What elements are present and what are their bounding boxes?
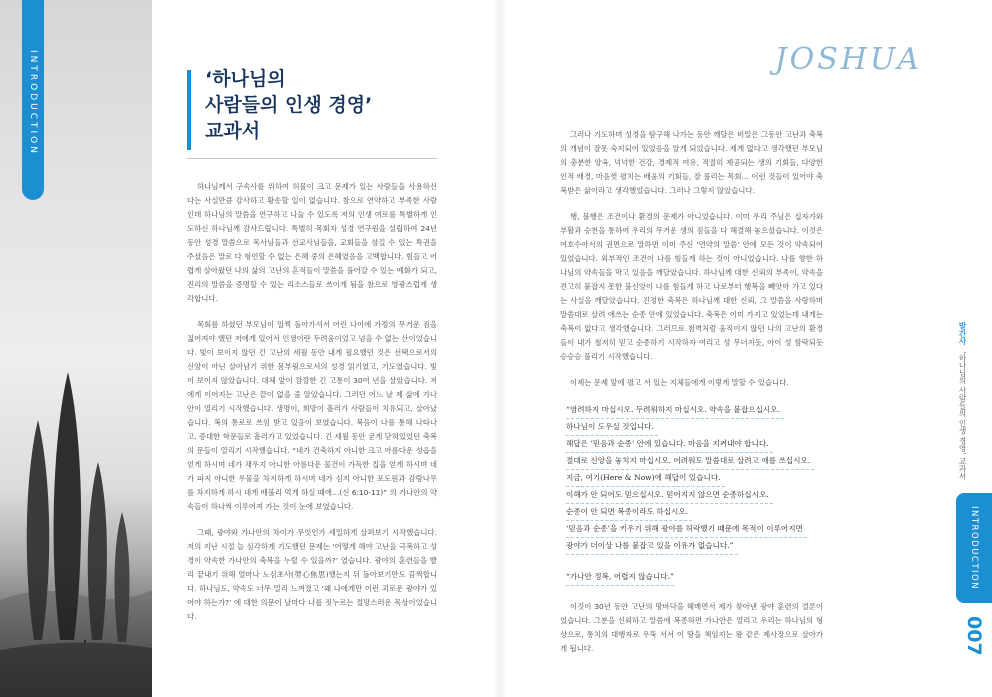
right-paragraph-3: 이제는 문제 앞에 펼고 서 있는 지체들에게 이렇게 말할 수 있습니다. <box>570 378 789 387</box>
page-title <box>205 66 445 144</box>
quote-canaan: “가나안 정복, 어렵지 않습니다.” <box>566 569 674 586</box>
quote-line: 순종이 안 되면 복종이라도 하십시오. <box>566 504 692 521</box>
page-number: 007 <box>963 616 985 656</box>
right-body-text <box>560 128 823 668</box>
section-tab-right-label: INTRODUCTION <box>969 505 979 591</box>
quote-line: 지금, 여기(Here & Now)에 해답이 있습니다. <box>566 470 725 487</box>
quote-line: 해답은 ‘믿음과 순종’ 안에 있습니다. 마음을 지켜내야 합니다. <box>566 436 773 453</box>
running-header-title: ‘하나님의 사람들의 인생 경영’ 교과서 <box>958 351 967 480</box>
script-title-joshua: JOSHUA <box>774 42 922 77</box>
running-header-label: 발간사 <box>958 322 967 345</box>
running-header <box>952 322 972 492</box>
right-paragraph-4: 이것이 30년 동안 고난의 땅바닥을 헤매면서 제가 찾아낸 광야 훈련의 결론이었습니다. 그분을 신뢰하고 말씀에 복종하면 가나안은 열리고 우리는 하나님의 형상으로, 통치의 대행자로 우뚝 서서 이 땅을 책임지는 왕 같은 제사장으로 살아가게 됩니다. <box>560 602 823 653</box>
quote-line: ‘믿음과 순종’을 키우기 위해 광야를 허락했기 때문에 목적이 이루어지면 <box>566 521 807 538</box>
title-accent-bar <box>187 70 191 150</box>
title-line-2: 사람들의 인생 경영’ <box>205 94 373 116</box>
quote-line: 절대로 신앙을 놓치지 마십시오. 어려워도 말씀대로 살려고 애를 쓰십시오. <box>566 453 814 470</box>
right-paragraph-2: 행, 불행은 조건이나 환경의 문제가 아니었습니다. 이미 우리 주님은 십자가와 부활과 승천을 통하여 우리의 무거운 생의 짐들을 다 해결해 놓으셨습니다. 이것은 여호수아서의 권면으로 말하면 이미 주신 ‘언약의 말씀’ 안에 모든 것이 약속되어 있었습니다. 외부적인 조건이 나를 힘들게 하는 것이 아니었습니다. 나를 향한 하나님의 약속들을 막고 있음을 깨달았습니다. 하나님께 대한 신뢰의 부족이, 약속을 견고히 붙잡지 못한 불신앙이 나를 힘들게 하고 나로부터 행복을 빼앗아 가고 있다는 사실을 깨달았습니다. 진정한 축복은 하나님께 대한 신뢰, 그 말씀을 사랑하며 말씀대로 살려 애쓰는 순종 안에 있었습니다. 축복은 이미 가지고 있었는데 내게는 축복이 없다고 생각했습니다. 그러므로 첨벽처럼 움직이지 않던 나의 고난의 환경들이 내가 철저히 믿고 순종하기 시작하자 여리고 성 무너지듯, 아이 성 함락되듯 승승승 풀리기 시작했습니다. <box>560 212 823 361</box>
quote-line: 하나님이 도우실 것입니다. <box>566 419 658 436</box>
quote-line: 광야가 더이상 나를 붙잡고 있을 이유가 없습니다.” <box>566 538 738 555</box>
left-paragraph-3: 그때, 광야와 가나안의 차이가 무엇인가 세밀하게 살펴보기 시작했습니다. 저의 지난 시절 늘 심각하게 기도했던 문제는 ‘어떻게 해야 고난을 극복하고 성경이 약속한 가나안의 축복을 누릴 수 있을까?’ 였습니다. 광야의 훈련들을 빨리 끝내기 위해 얼마나 노심초사(勞心焦思)했는지 뒤 돌아보기만도 끔찍합니다. 하나님도, 약속도 너무 멀리 느껴졌고 ‘왜 나에게만 이런 괴로운 광야가 있어야 하는가?’ 에 대한 의문이 날마다 나를 짓누르는 절망스러운 목상이었습니다. <box>187 528 437 621</box>
right-paragraph-1: 그러나 기도하며 성경을 탐구해 나가는 동안 깨달은 비밀은 그동안 고난과 축복의 개념이 잘못 숙지되어 있었음을 알게 되었습니다. 제게 없다고 생각했던 부모님의 충분한 양육, 넉넉한 건강, 경제적 여유, 적절히 제공되는 생의 기회들, 다양한 인적 배경, 마음껏 펼치는 배움의 기회들, 잘 풀리는 목회… 이런 것들이 있어야 축복받은 삶이라고 생각했었습니다. 그러나 그렇지 않았습니다. <box>560 130 823 195</box>
quote-block <box>566 402 818 555</box>
left-paragraph-2: 목회를 하셨던 부모님이 일찍 돌아가셔서 어린 나이에 가정의 무거운 짐을 짊어져야 했던 저에게 있어서 인생이란 두려움이었고 넘을 수 없는 산이었습니다. 빛이 보이지 않던 긴 고난의 세월 동안 내게 필요했던 것은 선택으로서의 신앙이 아닌 살아남기 위한 몸부림으로서의 성경 읽기였고, 기도였습니다. 빛이 보이지 않았습니다. 대체 앞이 깜깜한 긴 고통이 30여 년을 살았습니다. 저에게 이어지는 고난은 끝이 없을 줄 알았습니다. 그러던 어느 날 제 삶에 가나안이 열리기 시작했습니다. 생명이, 희망이 흘러가 사람들이 치유되고, 살아났습니다. 복의 통로로 쓰임 받고 있음이 보였습니다. 복음이 나를 통해 나타나고, 증대한 학문들로 흘러가고 있었습니다. 긴 세월 동안 굳게 닫혀있었던 축복의 문들이 열리기 시작했습니다. “네가 건축하지 아니한 크고 아름다운 성읍을 얻게 하시며 네가 채우지 아니한 아름다운 물건이 가득한 집을 얻게 하시며 네가 파지 아니한 우물을 차지하게 하시며 네가 심지 아니한 포도원과 감람나무를 차지하게 하시 네게 배불리 먹게 하실 때에…(신 6:10-11)” 의 가나안의 약속들이 하나씩 이루어져 가는 것이 눈에 보였습니다. <box>187 320 437 511</box>
page-gutter <box>493 0 507 697</box>
quote-line: 이해가 안 되어도 믿으십시오. 믿어지지 않으면 순종하십시오. <box>566 487 773 504</box>
section-tab-left-label: INTRODUCTION <box>28 50 38 156</box>
left-paragraph-1: 하나님께서 구속사를 위하여 허물이 크고 문제가 있는 사람들을 사용하신다는 사실만큼 감사하고 황송할 일이 없습니다. 참으로 연약하고 부족한 사람인데 하나님의 말씀을 연구하고 나눌 수 있도록 저의 인생 여로를 특별하게 인도하신 하나님께 감사드립니다. 특별히 목회자 성경 연구원을 설립하여 24년 동안 성경 말씀으로 목사님들과 선교사님들을, 교회들을 섬길 수 있는 특권을 주셨음은 말로 다 형언할 수 없는 은혜 중의 은혜였음을 고백합니다. 힘들고 어렵게 살아왔던 나의 삶의 고난의 흔적들이 말씀을 풀어갈 수 있는 예화가 되고, 진리의 말씀을 증명할 수 있는 리소스들로 쓰이게 됨을 참으로 영광스럽게 생각합니다. <box>187 182 437 303</box>
left-body-text <box>187 180 437 636</box>
title-line-1: ‘하나님의 <box>205 68 286 90</box>
title-line-3: 교과서 <box>205 120 261 142</box>
quote-line: “염려하지 마십시오. 두려워하지 마십시오. 약속을 붙잡으십시오. <box>566 402 784 419</box>
title-divider <box>187 158 437 159</box>
